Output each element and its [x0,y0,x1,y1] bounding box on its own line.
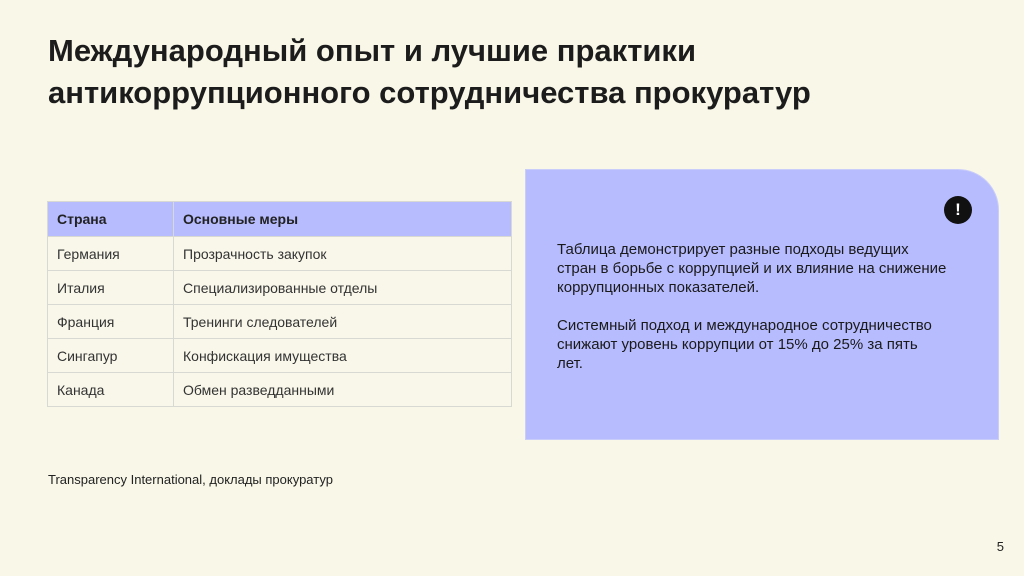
countries-table [47,201,512,407]
note-text [557,240,947,392]
table-cell-measure: Специализированные отделы [174,271,512,305]
exclamation-icon: ! [944,196,972,224]
column-header-country: Страна [48,202,174,237]
table-cell-country: Сингапур [48,339,174,373]
table-row [48,305,512,339]
table-header-row [48,202,512,237]
table-cell-measure: Прозрачность закупок [174,237,512,271]
table-row [48,237,512,271]
table-cell-country: Италия [48,271,174,305]
table-cell-measure: Обмен разведданными [174,373,512,407]
slide-title: Международный опыт и лучшие практики антикоррупционного сотрудничества прокуратур [48,33,811,110]
table-cell-measure: Конфискация имущества [174,339,512,373]
table-row [48,339,512,373]
note-paragraph: Таблица демонстрирует разные подходы ведущих стран в борьбе с коррупцией и их влияние на снижение коррупционных показателей. [557,241,947,296]
table-row [48,271,512,305]
table-cell-country: Германия [48,237,174,271]
table-cell-measure: Тренинги следователей [174,305,512,339]
column-header-measures: Основные меры [174,202,512,237]
source-caption: Transparency International, доклады прокуратур [48,472,333,487]
page-number: 5 [996,539,1004,554]
table-row [48,373,512,407]
note-paragraph: Системный подход и международное сотрудничество снижают уровень коррупции от 15% до 25% за пять лет. [557,317,932,372]
table-cell-country: Франция [48,305,174,339]
table-cell-country: Канада [48,373,174,407]
